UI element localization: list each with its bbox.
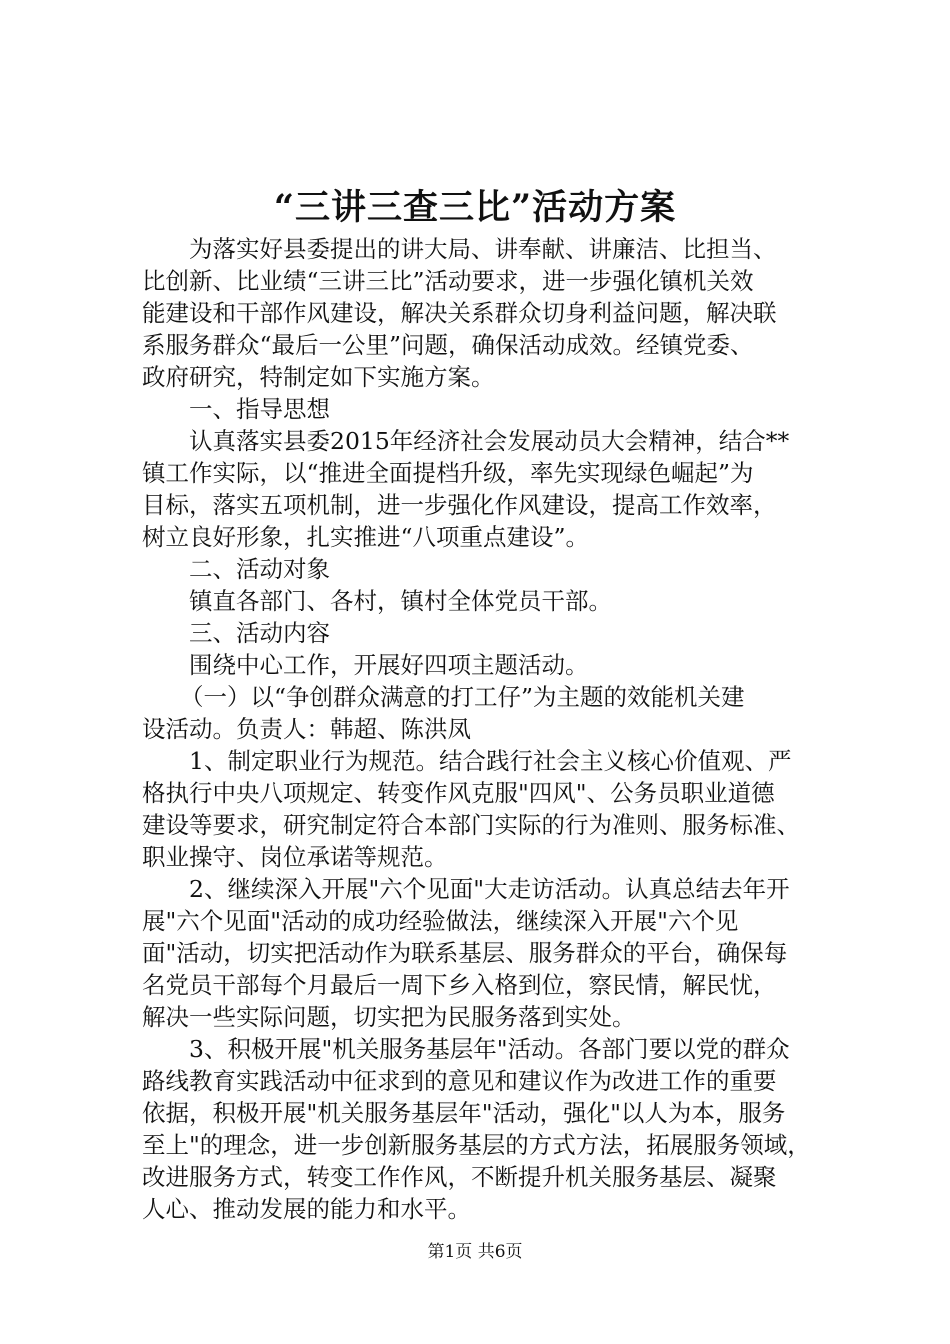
text-line: 为落实好县委提出的讲大局、讲奉献、讲廉洁、比担当、 xyxy=(189,235,777,263)
text-line: 展"六个见面"活动的成功经验做法，继续深入开展"六个见 xyxy=(142,907,739,935)
text-line: 职业操守、岗位承诺等规范。 xyxy=(142,843,448,871)
text-line: 名党员干部每个月最后一周下乡入格到位，察民情，解民忧， xyxy=(142,971,777,999)
text-line: 认真落实县委2015年经济社会发展动员大会精神，结合** xyxy=(189,427,790,455)
text-line: 设活动。负责人：韩超、陈洪凤 xyxy=(142,715,471,743)
document-body xyxy=(142,233,842,1225)
text-line: 二、活动对象 xyxy=(189,555,330,583)
text-line: 改进服务方式，转变工作作风，不断提升机关服务基层、凝聚 xyxy=(142,1163,777,1191)
text-line: 树立良好形象，扎实推进“八项重点建设”。 xyxy=(142,523,590,551)
text-line: 目标，落实五项机制，进一步强化作风建设，提高工作效率， xyxy=(142,491,777,519)
text-line: 围绕中心工作，开展好四项主题活动。 xyxy=(189,651,589,679)
document-title: “三讲三查三比”活动方案 xyxy=(273,187,677,228)
text-line: 一、指导思想 xyxy=(189,395,330,423)
text-line: 1、制定职业行为规范。结合践行社会主义核心价值观、严 xyxy=(189,747,792,775)
text-line: 三、活动内容 xyxy=(189,619,330,647)
text-line: 2、继续深入开展"六个见面"大走访活动。认真总结去年开 xyxy=(189,875,790,903)
text-line: 人心、推动发展的能力和水平。 xyxy=(142,1195,471,1223)
text-line: 建设等要求，研究制定符合本部门实际的行为准则、服务标准、 xyxy=(142,811,800,839)
text-line: 解决一些实际问题，切实把为民服务落到实处。 xyxy=(142,1003,636,1031)
text-line: 依据，积极开展"机关服务基层年"活动，强化"以人为本，服务 xyxy=(142,1099,786,1127)
text-line: 路线教育实践活动中征求到的意见和建议作为改进工作的重要 xyxy=(142,1067,777,1095)
text-line: （一）以“争创群众满意的打工仔”为主题的效能机关建 xyxy=(180,683,745,711)
text-line: 至上"的理念，进一步创新服务基层的方式方法，拓展服务领域， xyxy=(142,1131,811,1159)
text-line: 格执行中央八项规定、转变作风克服"四风"、公务员职业道德 xyxy=(142,779,775,807)
text-line: 面"活动，切实把活动作为联系基层、服务群众的平台，确保每 xyxy=(142,939,788,967)
text-line: 能建设和干部作风建设，解决关系群众切身利益问题，解决联 xyxy=(142,299,777,327)
text-line: 3、积极开展"机关服务基层年"活动。各部门要以党的群众 xyxy=(189,1035,790,1063)
text-line: 镇直各部门、各村，镇村全体党员干部。 xyxy=(189,587,612,615)
text-line: 比创新、比业绩“三讲三比”活动要求，进一步强化镇机关效 xyxy=(142,267,754,295)
page-footer: 第1页 共6页 xyxy=(427,1242,523,1262)
text-line: 系服务群众“最后一公里”问题，确保活动成效。经镇党委、 xyxy=(142,331,754,359)
text-line: 镇工作实际，以“推进全面提档升级，率先实现绿色崛起”为 xyxy=(142,459,754,487)
text-line: 政府研究，特制定如下实施方案。 xyxy=(142,363,495,391)
